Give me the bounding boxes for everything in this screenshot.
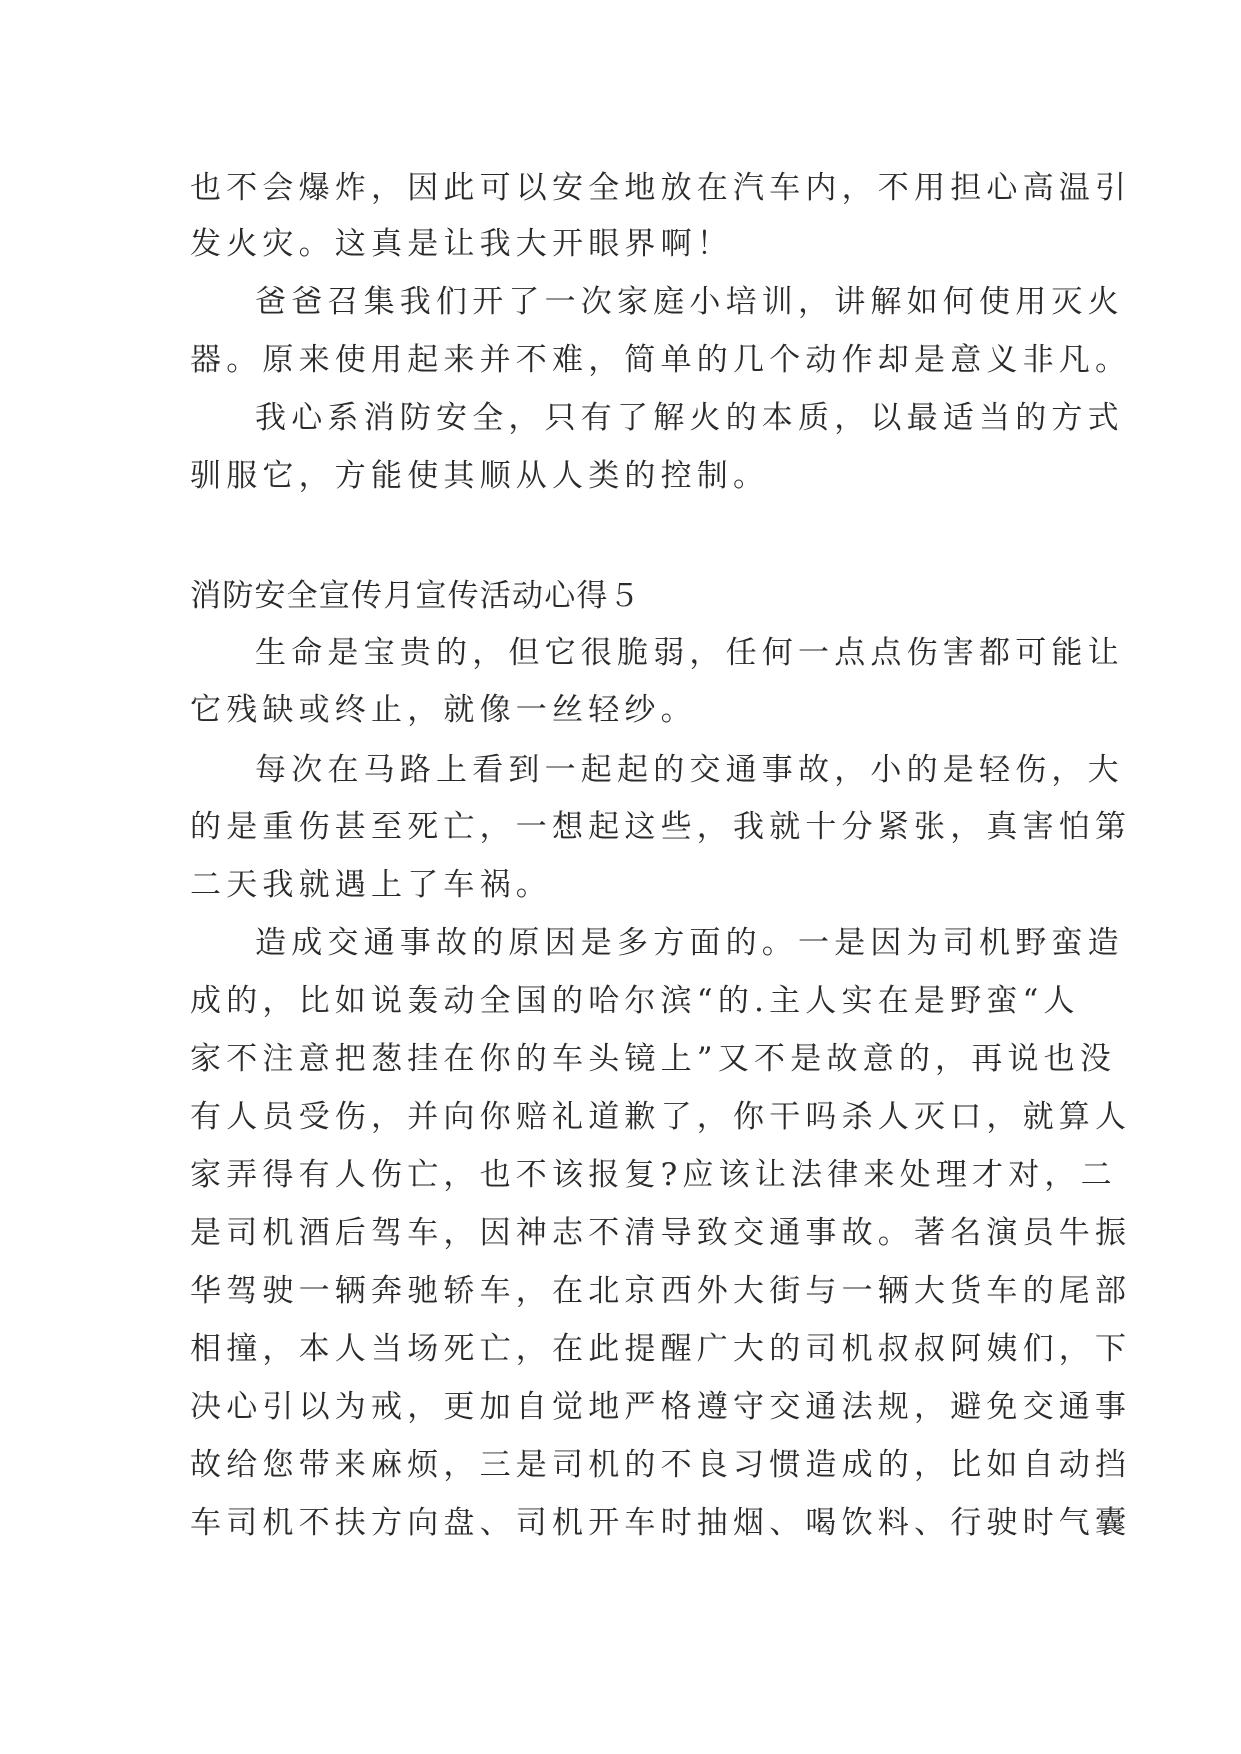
- body-text-line: 它残缺或终止，就像一丝轻纱。: [190, 692, 697, 728]
- body-text-line: 故给您带来麻烦，三是司机的不良习惯造成的，比如自动挡: [190, 1447, 1132, 1483]
- body-text-line: 是司机酒后驾车，因神志不清导致交通事故。著名演员牛振: [190, 1215, 1132, 1251]
- body-text-line: 华驾驶一辆奔驰轿车，在北京西外大街与一辆大货车的尾部: [190, 1273, 1132, 1309]
- section-heading: 消防安全宣传月宣传活动心得５: [190, 578, 641, 614]
- body-text-line: 每次在马路上看到一起起的交通事故，小的是轻伤，大: [255, 752, 1124, 788]
- body-text-line: 相撞，本人当场死亡，在此提醒广大的司机叔叔阿姨们，下: [190, 1331, 1132, 1367]
- body-text-line: 我心系消防安全，只有了解火的本质，以最适当的方式: [255, 400, 1124, 436]
- body-text-line: 爸爸召集我们开了一次家庭小培训，讲解如何使用灭火: [255, 284, 1124, 320]
- body-text-line: 二天我就遇上了车祸。: [190, 867, 552, 903]
- body-text-line: 驯服它，方能使其顺从人类的控制。: [190, 458, 770, 494]
- body-text-line: 有人员受伤，并向你赔礼道歉了，你干吗杀人灭口，就算人: [190, 1099, 1132, 1135]
- body-text-line: 生命是宝贵的，但它很脆弱，任何一点点伤害都可能让: [255, 635, 1124, 671]
- body-text-line: 的是重伤甚至死亡，一想起这些，我就十分紧张，真害怕第: [190, 809, 1132, 845]
- body-text-line: 家不注意把葱挂在你的车头镜上”又不是故意的，再说也没: [190, 1041, 1117, 1077]
- body-text-line: 决心引以为戒，更加自觉地严格遵守交通法规，避免交通事: [190, 1389, 1132, 1425]
- body-text-line: 车司机不扶方向盘、司机开车时抽烟、喝饮料、行驶时气囊: [190, 1505, 1132, 1541]
- body-text-line: 器。原来使用起来并不难，简单的几个动作却是意义非凡。: [190, 342, 1132, 378]
- body-text-line: 也不会爆炸，因此可以安全地放在汽车内，不用担心高温引: [190, 170, 1132, 206]
- body-text-line: 造成交通事故的原因是多方面的。一是因为司机野蛮造: [255, 925, 1124, 961]
- body-text-line: 家弄得有人伤亡，也不该报复?应该让法律来处理才对，二: [190, 1157, 1117, 1193]
- body-text-line: 发火灾。这真是让我大开眼界啊！: [190, 226, 733, 262]
- body-text-line: 成的，比如说轰动全国的哈尔滨“的.主人实在是野蛮“人: [190, 983, 1080, 1019]
